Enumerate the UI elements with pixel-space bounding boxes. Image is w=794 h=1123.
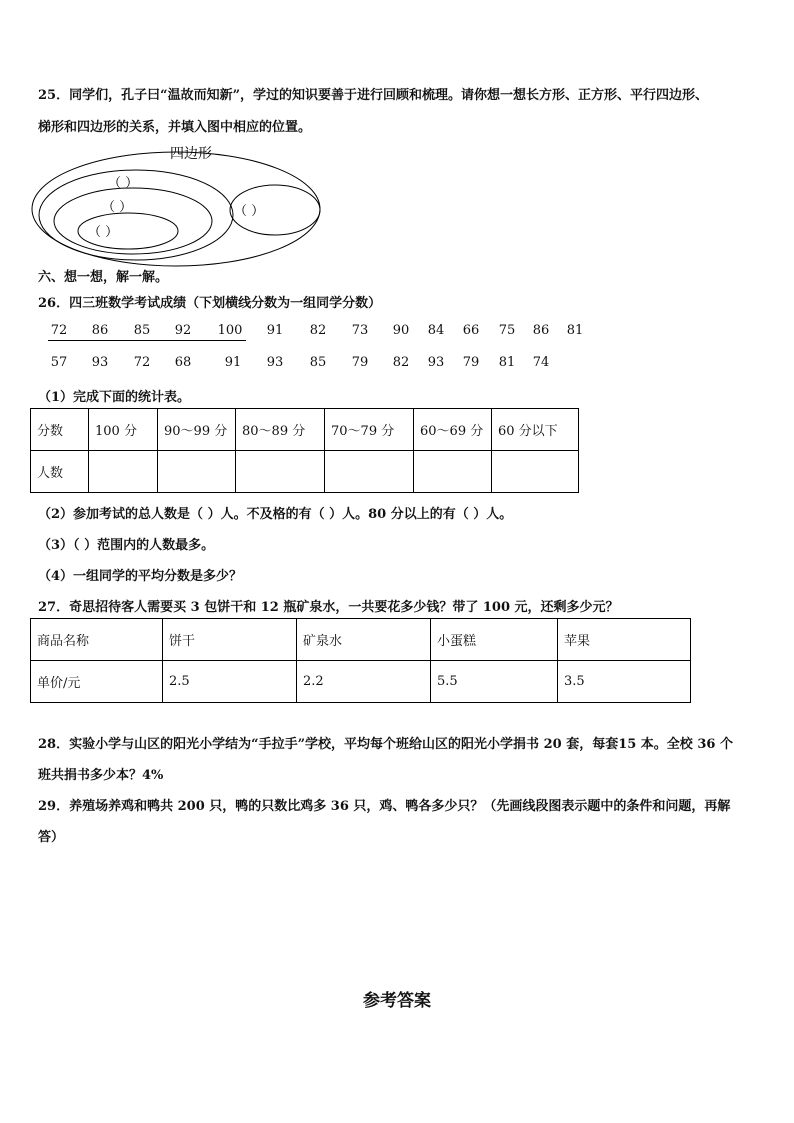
score-cell: 93 xyxy=(91,355,109,370)
q26-sub4: （4）一组同学的平均分数是多少？ xyxy=(38,569,243,584)
score-cell: 79 xyxy=(351,355,369,370)
score-cell: 91 xyxy=(224,355,242,370)
price-table-cell: 2.5 xyxy=(163,661,297,703)
q28-line2: 班共捐书多少本？4% xyxy=(38,768,164,783)
score-cell: 73 xyxy=(351,323,369,338)
score-cell: 86 xyxy=(91,323,109,338)
group-underline xyxy=(48,340,246,341)
answer-title: 参考答案 xyxy=(363,991,431,1011)
price-table-cell: 3.5 xyxy=(558,661,691,703)
score-cell: 92 xyxy=(174,323,192,338)
answer-cell[interactable] xyxy=(492,451,579,493)
score-cell: 85 xyxy=(309,355,327,370)
q26-sub2: （2）参加考试的总人数是（ ）人。不及格的有（ ）人。80 分以上的有（ ）人。 xyxy=(38,507,513,522)
answer-cell[interactable] xyxy=(158,451,236,493)
venn-rectangle-ellipse xyxy=(54,188,212,254)
table-header: 90～99 分 xyxy=(158,409,236,451)
answer-cell[interactable] xyxy=(325,451,414,493)
venn-blank-parallelogram: （ ） xyxy=(108,176,139,191)
q29-line1: 29．养殖场养鸡和鸭共 200 只，鸭的只数比鸡多 36 只，鸡、鸭各多少只？（先画线段图表示题中的条件和问题，再解 xyxy=(38,799,731,814)
price-table-cell: 5.5 xyxy=(431,661,558,703)
q26-sub3: （3）（ ）范围内的人数最多。 xyxy=(38,538,215,553)
answer-cell[interactable] xyxy=(89,451,158,493)
score-cell: 66 xyxy=(462,323,480,338)
score-cell: 68 xyxy=(174,355,192,370)
score-cell: 93 xyxy=(427,355,445,370)
score-cell: 57 xyxy=(50,355,68,370)
score-cell: 72 xyxy=(50,323,68,338)
price-table-cell: 2.2 xyxy=(297,661,431,703)
score-cell: 93 xyxy=(266,355,284,370)
scores-row-2 xyxy=(0,355,794,375)
score-cell: 82 xyxy=(392,355,410,370)
score-cell: 75 xyxy=(498,323,516,338)
score-stat-table xyxy=(30,408,579,493)
score-cell: 81 xyxy=(566,323,584,338)
table-row-label: 人数 xyxy=(31,451,89,493)
score-cell: 86 xyxy=(532,323,550,338)
q29-line2: 答） xyxy=(38,830,65,845)
q25-line1: 25．同学们，孔子曰“温故而知新”，学过的知识要善于进行回顾和梳理。请你想一想长方形、正方形、平行四边形、 xyxy=(38,88,709,103)
table-header: 60 分以下 xyxy=(492,409,579,451)
score-cell: 82 xyxy=(309,323,327,338)
table-header: 60～69 分 xyxy=(414,409,492,451)
price-table-header: 苹果 xyxy=(558,619,691,661)
price-table-header: 矿泉水 xyxy=(297,619,431,661)
score-cell: 74 xyxy=(532,355,550,370)
venn-blank-rectangle: （ ） xyxy=(102,200,133,215)
price-table-header: 小蛋糕 xyxy=(431,619,558,661)
q27-title: 27．奇思招待客人需要买 3 包饼干和 12 瓶矿泉水，一共要花多少钱？带了 100 元，还剩多少元？ xyxy=(38,600,619,615)
table-header: 分数 xyxy=(31,409,89,451)
score-cell: 85 xyxy=(133,323,151,338)
score-cell: 72 xyxy=(133,355,151,370)
answer-cell[interactable] xyxy=(414,451,492,493)
table-header: 80～89 分 xyxy=(236,409,325,451)
score-cell: 91 xyxy=(266,323,284,338)
q26-title: 26．四三班数学考试成绩（下划横线分数为一组同学分数） xyxy=(38,296,382,311)
price-table-cell: 单价/元 xyxy=(31,661,163,703)
score-cell: 79 xyxy=(462,355,480,370)
price-table-header: 饼干 xyxy=(163,619,297,661)
venn-blank-trapezoid: （ ） xyxy=(234,204,265,219)
quadrilateral-venn-diagram xyxy=(30,138,330,268)
q26-sub1: （1）完成下面的统计表。 xyxy=(38,390,191,405)
q28-line1: 28．实验小学与山区的阳光小学结为“手拉手”学校，平均每个班给山区的阳光小学捐书 20 套，每套15 本。全校 36 个 xyxy=(38,737,733,752)
table-header: 100 分 xyxy=(89,409,158,451)
answer-cell[interactable] xyxy=(236,451,325,493)
q25-line2: 梯形和四边形的关系，并填入图中相应的位置。 xyxy=(38,120,312,135)
section-heading: 六、想一想，解一解。 xyxy=(38,270,169,285)
score-cell: 100 xyxy=(217,323,243,338)
price-table-header: 商品名称 xyxy=(31,619,163,661)
score-cell: 81 xyxy=(498,355,516,370)
score-cell: 90 xyxy=(392,323,410,338)
venn-blank-square: （ ） xyxy=(88,225,119,240)
table-header: 70～79 分 xyxy=(325,409,414,451)
venn-outer-label: 四边形 xyxy=(170,146,212,162)
price-table xyxy=(30,618,691,703)
score-cell: 84 xyxy=(427,323,445,338)
